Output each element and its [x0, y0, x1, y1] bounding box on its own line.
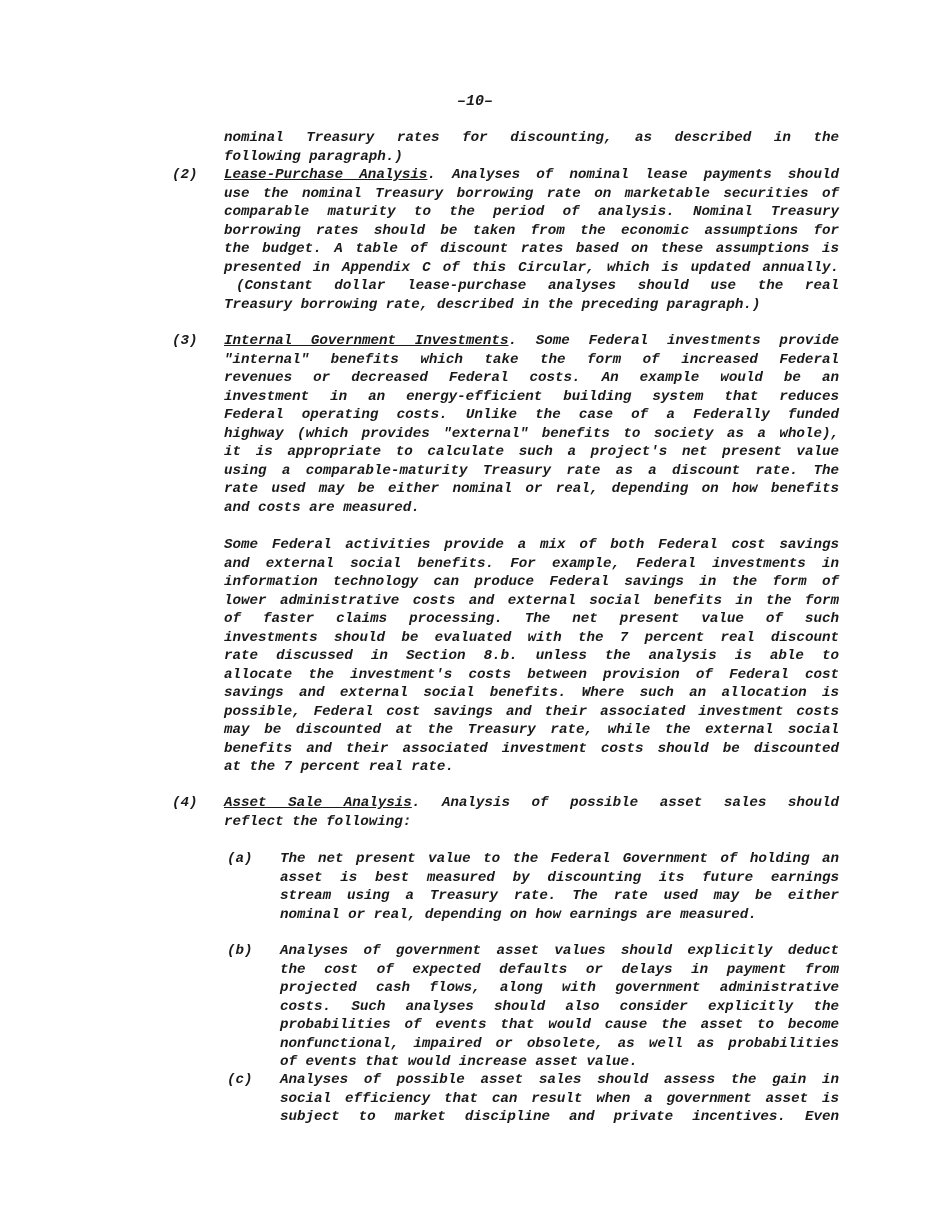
text-line: may be discounted at the Treasury rate, while the external social — [224, 722, 839, 738]
text-line: lower administrative costs and external social benefits in the form — [224, 592, 839, 609]
text-line: allocate the investment's costs between provision of Federal cost — [224, 666, 839, 683]
text-line: Federal operating costs. Unlike the case of a Federally funded — [224, 407, 839, 423]
item-3-paragraph-2 — [224, 536, 839, 777]
text-line: it is appropriate to calculate such a project's net present value — [224, 444, 839, 460]
text-line: social efficiency that can result when a government asset is — [280, 1090, 839, 1107]
intro-paragraph — [224, 129, 839, 166]
text-line: nominal Treasury rates for discounting, as described in the — [224, 130, 839, 146]
text-line: Analyses of possible asset sales should assess the gain in — [280, 1072, 839, 1088]
text-line: costs. Such analyses should also consider explicitly the — [280, 998, 839, 1015]
text-line: rate used may be either nominal or real, depending on how benefits — [224, 481, 839, 497]
text-line: stream using a Treasury rate. The rate used may be either — [280, 888, 839, 904]
text-line: and costs are measured. — [224, 499, 420, 516]
text-line: comparable maturity to the period of analysis. Nominal Treasury — [224, 204, 839, 220]
text-line: the budget. A table of discount rates based on these assumptions is — [224, 241, 839, 257]
item-4-paragraph — [224, 794, 839, 831]
item-4-marker: (4) — [172, 795, 198, 811]
text-line: highway (which provides "external" benefits to society as a whole), — [224, 425, 839, 442]
text-line: investment in an energy-efficient building system that reduces — [224, 388, 839, 405]
text-line: nonfunctional, impaired or obsolete, as well as probabilities — [280, 1035, 839, 1052]
text-line: use the nominal Treasury borrowing rate on marketable securities of — [224, 185, 839, 202]
text-line: (Constant dollar lease-purchase analyses should use the real — [236, 278, 839, 294]
sub-b-paragraph — [280, 942, 839, 1072]
text-line: information technology can produce Federal savings in the form of — [224, 574, 839, 590]
asset-sale-heading: Asset Sale Analysis — [224, 795, 412, 811]
text-line: at the 7 percent real rate. — [224, 759, 454, 775]
text-line: of faster claims processing. The net present value of such — [224, 611, 839, 627]
item-2-paragraph — [224, 166, 839, 314]
text-line: following paragraph.) — [224, 148, 403, 165]
text-line: borrowing rates should be taken from the economic assumptions for — [224, 222, 839, 239]
sub-b-marker: (b) — [227, 943, 253, 959]
text-line: presented in Appendix C of this Circular, which is updated annually. — [224, 259, 839, 276]
internal-investments-heading: Internal Government Investments — [224, 333, 509, 349]
text-line: Analyses of government asset values should explicitly deduct — [280, 943, 839, 959]
text-line: rate discussed in Section 8.b. unless the analysis is able to — [224, 648, 839, 664]
text-line: using a comparable-maturity Treasury rate as a discount rate. The — [224, 462, 839, 479]
text-line: and external social benefits. For example, Federal investments in — [224, 555, 839, 572]
text-line: projected cash flows, along with government administrative — [280, 980, 839, 996]
sub-a-paragraph — [280, 850, 839, 924]
text-line: nominal or real, depending on how earnings are measured. — [280, 906, 757, 923]
text-line: benefits and their associated investment costs should be discounted — [224, 740, 839, 757]
text-line: probabilities of events that would cause the asset to become — [280, 1017, 839, 1033]
item-2-marker: (2) — [172, 167, 198, 183]
text-line: reflect the following: — [224, 813, 412, 830]
text-line: possible, Federal cost savings and their associated investment costs — [224, 703, 839, 720]
text-line: the cost of expected defaults or delays in payment from — [280, 961, 839, 978]
text-line: asset is best measured by discounting its future earnings — [280, 869, 839, 886]
sub-c-marker: (c) — [227, 1072, 253, 1088]
sub-c-paragraph — [280, 1071, 839, 1127]
text-line: savings and external social benefits. Where such an allocation is — [224, 685, 839, 701]
text-line — [224, 794, 839, 813]
text-line — [224, 166, 839, 185]
sub-a-marker: (a) — [227, 851, 253, 867]
text-span: . Analyses of nominal lease payments should — [427, 167, 839, 183]
text-line — [224, 332, 839, 351]
text-span: . Analysis of possible asset sales should — [411, 795, 839, 811]
text-line: Some Federal activities provide a mix of both Federal cost savings — [224, 537, 839, 553]
text-line: revenues or decreased Federal costs. An example would be an — [224, 370, 839, 386]
text-line: subject to market discipline and private incentives. Even — [280, 1109, 839, 1125]
item-3-paragraph — [224, 332, 839, 517]
lease-purchase-heading: Lease-Purchase Analysis — [224, 167, 428, 183]
page-number: –10– — [456, 93, 493, 110]
text-span: . Some Federal investments provide — [508, 333, 839, 349]
item-3-marker: (3) — [172, 333, 198, 349]
text-line: "internal" benefits which take the form of increased Federal — [224, 351, 839, 368]
text-line: The net present value to the Federal Government of holding an — [280, 851, 839, 867]
text-line: of events that would increase asset value. — [280, 1054, 638, 1070]
text-line: investments should be evaluated with the 7 percent real discount — [224, 629, 839, 646]
text-line: Treasury borrowing rate, described in the preceding paragraph.) — [224, 296, 761, 313]
